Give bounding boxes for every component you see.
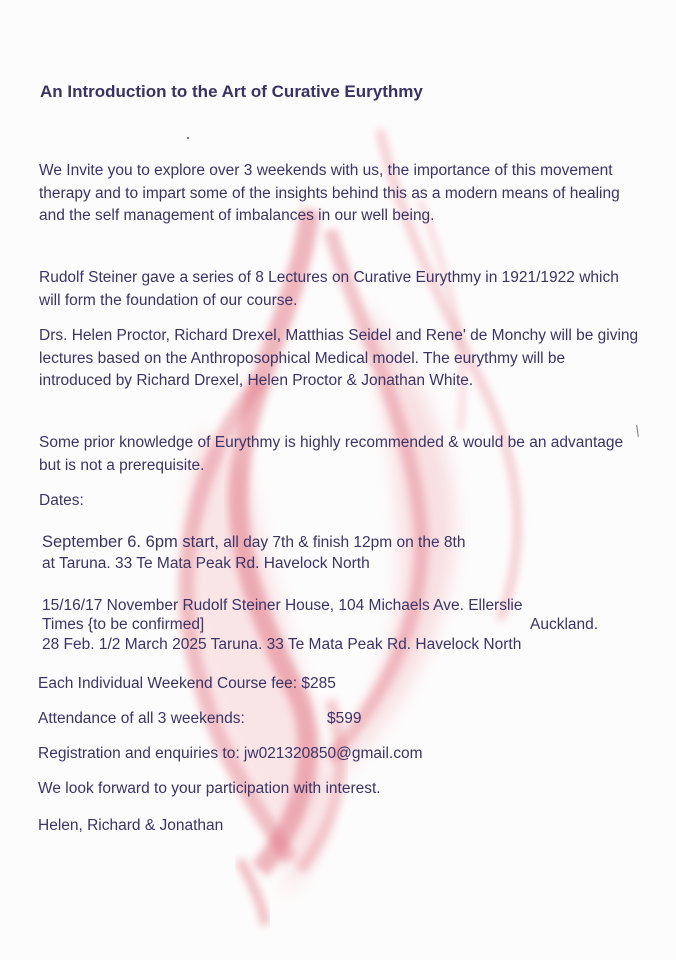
september-date-rest: all day 7th & finish 12pm on the 8th: [219, 534, 466, 551]
individual-fee: Each Individual Weekend Course fee: $285: [38, 675, 336, 692]
page-title: An Introduction to the Art of Curative Eurythmy: [40, 82, 423, 101]
september-venue: at Taruna. 33 Te Mata Peak Rd. Havelock North: [42, 555, 370, 572]
dates-heading: Dates:: [39, 492, 84, 509]
lectures-paragraph: Rudolf Steiner gave a series of 8 Lectures on Curative Eurythmy in 1921/1922 which will form the foundation of our course.: [39, 269, 619, 309]
all-weekends-price: $599: [327, 710, 362, 727]
february-march-dates: 28 Feb. 1/2 March 2025 Taruna. 33 Te Mata Peak Rd. Havelock North: [42, 636, 522, 653]
intro-paragraph: We Invite you to explore over 3 weekends with us, the importance of this movement therapy and to impart some of the insights behind this as a modern means of healing and the self management of imbalances in our well being.: [39, 162, 620, 224]
closing-line: We look forward to your participation with interest.: [38, 780, 381, 797]
november-dates: 15/16/17 November Rudolf Steiner House, 104 Michaels Ave. Ellerslie: [42, 597, 523, 614]
auckland-label: Auckland.: [530, 616, 599, 633]
signature: Helen, Richard & Jonathan: [38, 817, 224, 834]
prerequisite-paragraph: Some prior knowledge of Eurythmy is highly recommended & would be an advantage but is not a prerequisite.: [39, 434, 624, 474]
september-dates: [42, 533, 465, 552]
stray-dot: [187, 137, 189, 139]
lecturers-paragraph: Drs. Helen Proctor, Richard Drexel, Matthias Seidel and Rene' de Monchy will be giving lectures based on the Anthroposophical Medical model. The eurythmy will be introduced by Richard Drexel, Helen Proctor & Jonathan White.: [39, 327, 639, 389]
registration-contact: Registration and enquiries to: jw021320850@gmail.com: [38, 745, 423, 762]
all-weekends-label: Attendance of all 3 weekends:: [38, 710, 245, 727]
times-to-be-confirmed: Times {to be confirmed]: [42, 616, 205, 633]
september-date-start: September 6. 6pm start,: [42, 533, 219, 551]
